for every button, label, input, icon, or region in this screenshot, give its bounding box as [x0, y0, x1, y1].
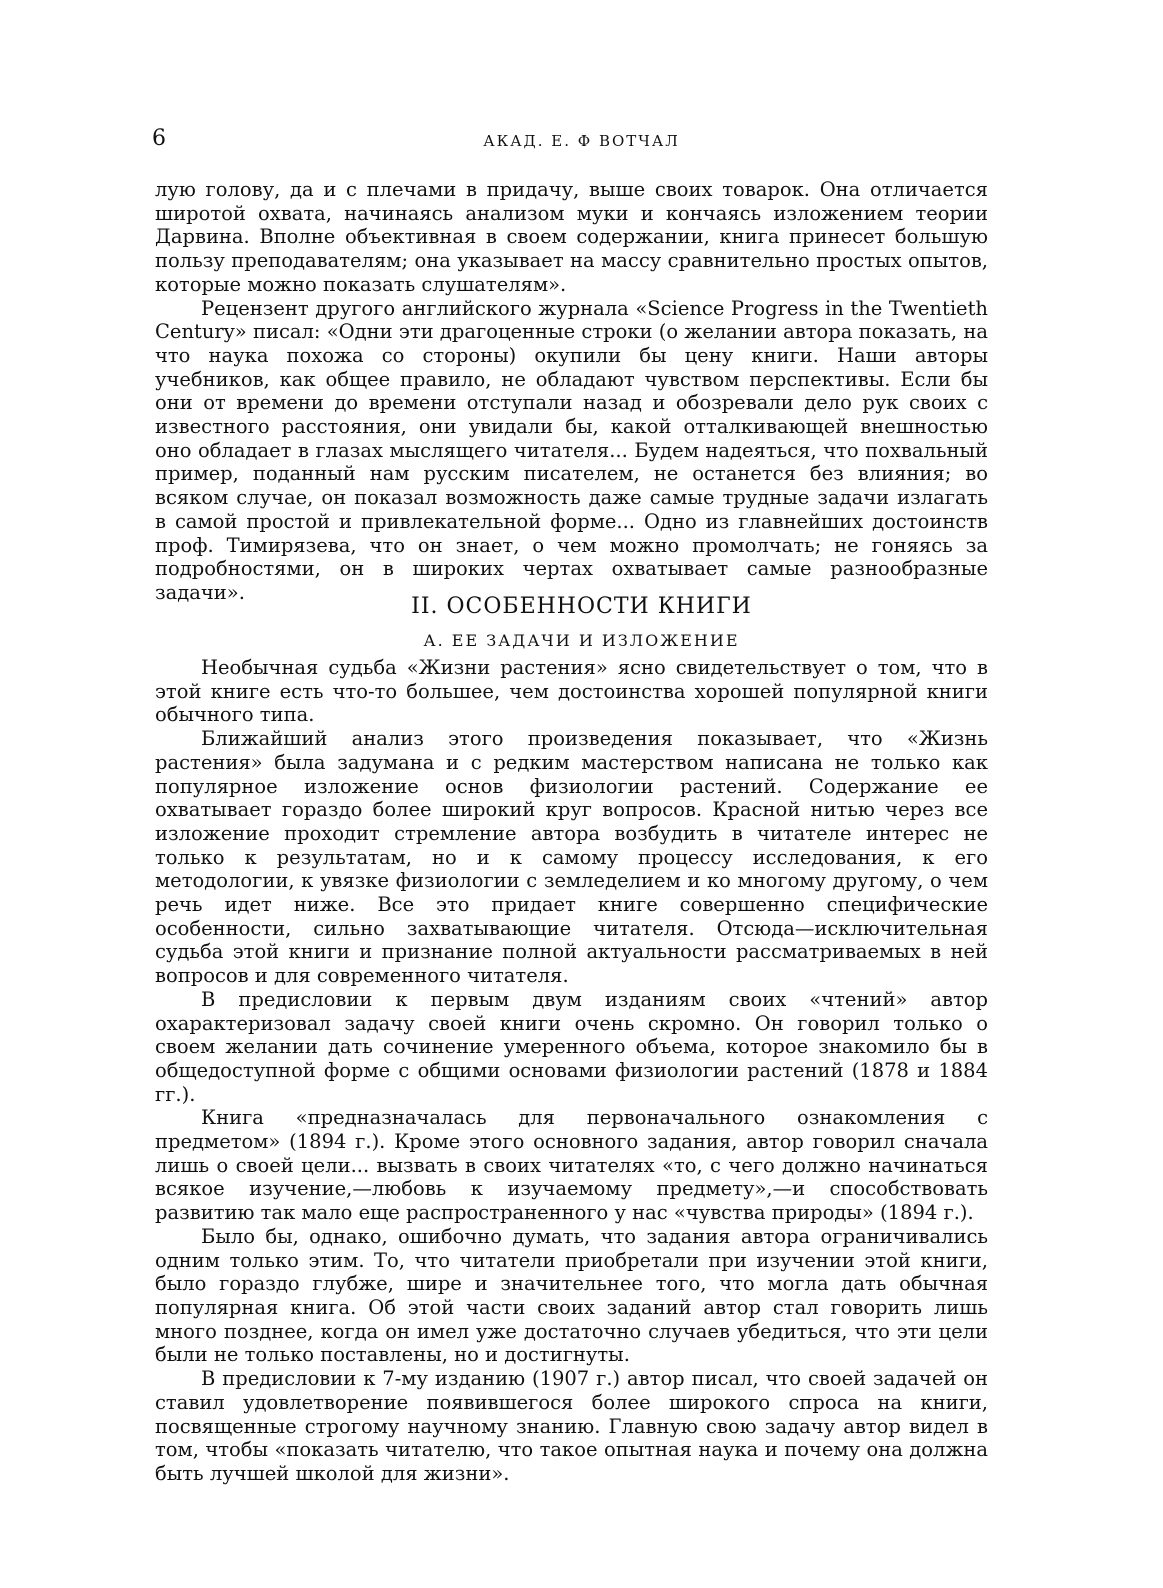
paragraph: В предисловии к 7-му изданию (1907 г.) автор писал, что своей задачей он ставил удовлетворение появившегося более широкого спроса на книги, посвященные строгому научному знанию. Главную свою задачу автор видел в том, чтобы «показать читателю, что такое опытная наука и почему она должна быть лучшей школой для жизни».: [155, 1367, 988, 1485]
text-block-top: [155, 178, 988, 605]
paragraph: Ближайший анализ этого произведения показывает, что «Жизнь растения» была задумана и с редким мастерством написана не только как популярное изложение основ физиологии растений. Содержание ее охватывает гораздо более широкий круг вопросов. Красной нитью через все изложение проходит стремление автора возбудить в читателе интерес не только к результатам, но и к самому процессу исследования, к его методологии, к увязке физиологии с земледелием и ко многому другому, о чем речь идет ниже. Все это придает книге совершенно специфические особенности, сильно захватывающие читателя. Отсюда—исключительная судьба этой книги и признание полной актуальности рассматриваемых в ней вопросов и для современного читателя.: [155, 727, 988, 988]
page-number: 6: [152, 126, 166, 151]
paragraph: Книга «предназначалась для первоначального ознакомления с предметом» (1894 г.). Кроме этого основного задания, автор говорил сначала лишь о своей цели... вызвать в своих читателях «то, с чего должно начинаться всякое изучение,—любовь к изучаемому предмету»,—и способствовать развитию так мало еще распространенного у нас «чувства природы» (1894 г.).: [155, 1106, 988, 1225]
paragraph: Необычная судьба «Жизни растения» ясно свидетельствует о том, что в этой книге есть что-то большее, чем достоинства хорошей популярной книги обычного типа.: [155, 656, 988, 727]
section-heading: II. ОСОБЕННОСТИ КНИГИ: [411, 594, 752, 619]
running-title: АКАД. Е. Ф ВОТЧАЛ: [483, 132, 680, 150]
paragraph: лую голову, да и с плечами в придачу, выше своих товарок. Она отличается широтой охвата, начинаясь анализом муки и кончаясь изложением теории Дарвина. Вполне объективная в своем содержании, книга принесет большую пользу преподавателям; она указывает на массу сравнительно простых опытов, которые можно показать слушателям».: [155, 178, 988, 296]
subsection-heading: А. ЕЕ ЗАДАЧИ И ИЗЛОЖЕНИЕ: [423, 631, 740, 650]
paragraph: В предисловии к первым двум изданиям своих «чтений» автор охарактеризовал задачу своей книги очень скромно. Он говорил только о своем желании дать сочинение умеренного объема, которое знакомило бы в общедоступной форме с общими основами физиологии растений (1878 и 1884 гг.).: [155, 987, 988, 1106]
text-block-bottom: [155, 656, 988, 1486]
paragraph: Было бы, однако, ошибочно думать, что задания автора ограничивались одним только этим. То, что читатели приобретали при изучении этой книги, было гораздо глубже, шире и значительнее того, что могла дать обычная популярная книга. Об этой части своих заданий автор стал говорить лишь много позднее, когда он имел уже достаточно случаев убедиться, что эти цели были не только поставлены, но и достигнуты.: [155, 1224, 988, 1367]
paragraph: Рецензент другого английского журнала «Science Progress in the Twentieth Century» писал: «Одни эти драгоценные строки (о желании автора показать, на что наука похожа со стороны) окупили бы цену книги. Наши авторы учебников, как общее правило, не обладают чувством перспективы. Если бы они от времени до времени отступали назад и обозревали дело рук своих с известного расстояния, они увидали бы, какой отталкивающей внешностью оно обладает в глазах мыслящего читателя... Будем надеяться, что похвальный пример, поданный нам русским писателем, не останется без влияния; во всяком случае, он показал возможность даже самые трудные задачи излагать в самой простой и привлекательной форме... Одно из главнейших достоинств проф. Тимирязева, что он знает, о чем можно промолчать; не гоняясь за подробностями, он в широких чертах охватывает самые разнообразные задачи».: [155, 296, 988, 604]
